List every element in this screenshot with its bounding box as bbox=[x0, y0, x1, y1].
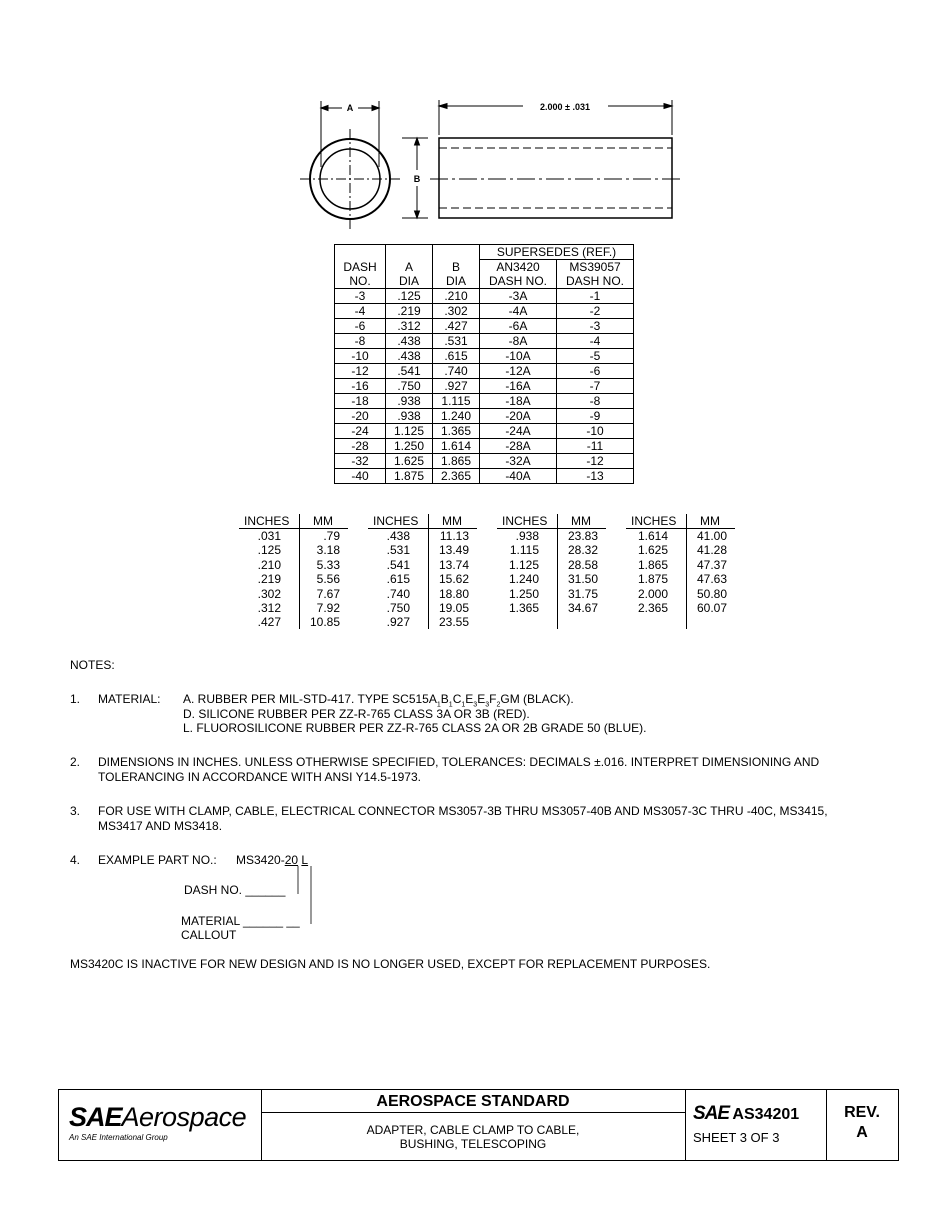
table-cell: -6 bbox=[335, 319, 386, 334]
note-2-number: 2. bbox=[70, 755, 81, 769]
inches-value: 1.365 bbox=[508, 600, 539, 615]
table-cell: -8A bbox=[480, 334, 557, 349]
table-cell: 1.875 bbox=[386, 469, 433, 484]
inches-header: INCHES bbox=[502, 514, 548, 528]
inches-value: .312 bbox=[257, 600, 281, 615]
table-cell: -28A bbox=[480, 439, 557, 454]
table-cell: -5 bbox=[557, 349, 634, 364]
sae-aerospace-logo: SAEAerospace bbox=[69, 1102, 247, 1132]
mm-value: 23.83 bbox=[567, 529, 598, 543]
table-cell: -11 bbox=[557, 439, 634, 454]
table-cell: -18A bbox=[480, 394, 557, 409]
table-cell: -12 bbox=[335, 364, 386, 379]
inches-value: .427 bbox=[257, 615, 281, 630]
bushing-drawing bbox=[290, 95, 690, 230]
table-row bbox=[335, 424, 634, 439]
logo-cell bbox=[59, 1090, 262, 1160]
table-row bbox=[335, 379, 634, 394]
mm-value: 5.33 bbox=[316, 557, 340, 572]
table-cell: .125 bbox=[386, 289, 433, 304]
title-line-2: BUSHING, TELESCOPING bbox=[399, 1137, 547, 1151]
title-block bbox=[58, 1089, 899, 1161]
mm-value: 41.00 bbox=[696, 529, 727, 543]
table-cell: -3 bbox=[557, 319, 634, 334]
table-cell: -32A bbox=[480, 454, 557, 469]
header-cell: A DIA bbox=[386, 245, 433, 289]
table-cell: -16 bbox=[335, 379, 386, 394]
mm-value: 5.56 bbox=[316, 572, 340, 587]
mm-value: 15.62 bbox=[438, 572, 469, 587]
dim-a-label: A bbox=[346, 103, 354, 113]
table-cell: -20 bbox=[335, 409, 386, 424]
mm-value: 7.67 bbox=[316, 586, 340, 601]
table-cell: 1.865 bbox=[433, 454, 480, 469]
table-cell: .438 bbox=[386, 349, 433, 364]
table-cell: -8 bbox=[557, 394, 634, 409]
inches-value: .438 bbox=[386, 529, 410, 543]
notes-heading: NOTES: bbox=[70, 658, 115, 672]
table-cell: -28 bbox=[335, 439, 386, 454]
mm-value: 18.80 bbox=[438, 586, 469, 601]
mm-header: MM bbox=[571, 514, 591, 528]
document-number: SAE AS34201 bbox=[693, 1103, 800, 1124]
note-1-label: MATERIAL: bbox=[98, 692, 161, 706]
table-cell: -32 bbox=[335, 454, 386, 469]
inches-column bbox=[370, 529, 410, 630]
table-cell: .302 bbox=[433, 304, 480, 319]
mm-value: 34.67 bbox=[567, 600, 598, 615]
inches-value: .125 bbox=[257, 543, 281, 558]
mm-value: 19.05 bbox=[438, 600, 469, 615]
length-dim-label: 2.000 ± .031 bbox=[540, 102, 590, 112]
mm-value: 7.92 bbox=[316, 600, 340, 615]
header-cell: AN3420 DASH NO. bbox=[480, 260, 557, 289]
dash-no-callout: DASH NO. ______ bbox=[184, 883, 286, 897]
table-cell: -13 bbox=[557, 469, 634, 484]
inches-column bbox=[241, 529, 281, 630]
inactive-notice: MS3420C IS INACTIVE FOR NEW DESIGN AND IS NO LONGER USED, EXCEPT FOR REPLACEMENT PURPOSES. bbox=[70, 957, 711, 971]
table-cell: -10 bbox=[557, 424, 634, 439]
inches-header: INCHES bbox=[244, 514, 290, 528]
mm-column bbox=[301, 529, 340, 630]
table-cell: -16A bbox=[480, 379, 557, 394]
revision-cell bbox=[826, 1090, 898, 1160]
inches-value: 1.625 bbox=[637, 543, 668, 558]
table-cell: -18 bbox=[335, 394, 386, 409]
mm-value: 31.50 bbox=[567, 572, 598, 587]
conversion-divider bbox=[428, 514, 429, 629]
inches-value: .615 bbox=[386, 572, 410, 587]
mm-value: 28.32 bbox=[567, 543, 598, 558]
table-cell: -10A bbox=[480, 349, 557, 364]
rev-label: REV. bbox=[844, 1104, 880, 1121]
table-cell: -4 bbox=[557, 334, 634, 349]
inches-value: 1.240 bbox=[508, 572, 539, 587]
mm-header: MM bbox=[442, 514, 462, 528]
inches-column bbox=[499, 529, 539, 615]
dash-number-table bbox=[334, 244, 634, 484]
callout-label: CALLOUT bbox=[181, 928, 237, 942]
mm-header: MM bbox=[700, 514, 720, 528]
mm-value: 3.18 bbox=[316, 543, 340, 558]
inches-value: 1.875 bbox=[637, 572, 668, 587]
inches-value: 1.614 bbox=[637, 529, 668, 543]
mm-column bbox=[430, 529, 469, 630]
table-cell: .210 bbox=[433, 289, 480, 304]
table-cell: 1.125 bbox=[386, 424, 433, 439]
table-cell: 1.614 bbox=[433, 439, 480, 454]
note-4-number: 4. bbox=[70, 853, 81, 867]
table-cell: -8 bbox=[335, 334, 386, 349]
table-row bbox=[335, 409, 634, 424]
table-cell: .615 bbox=[433, 349, 480, 364]
mm-value: 47.63 bbox=[696, 572, 727, 587]
table-header-row bbox=[335, 245, 634, 260]
table-cell: -6A bbox=[480, 319, 557, 334]
table-cell: -6 bbox=[557, 364, 634, 379]
table-cell: -7 bbox=[557, 379, 634, 394]
table-cell: -40A bbox=[480, 469, 557, 484]
table-cell: .541 bbox=[386, 364, 433, 379]
header-cell: MS39057 DASH NO. bbox=[557, 260, 634, 289]
table-cell: -9 bbox=[557, 409, 634, 424]
table-cell: -3A bbox=[480, 289, 557, 304]
note-4-label: EXAMPLE PART NO.: bbox=[98, 853, 217, 867]
mm-value: 60.07 bbox=[696, 600, 727, 615]
table-cell: -12A bbox=[480, 364, 557, 379]
table-cell: -3 bbox=[335, 289, 386, 304]
note-1-line-a: A. RUBBER PER MIL-STD-417. TYPE $SC515A_1B_1C_1E_3E_3F_2GM$ (BLACK). bbox=[183, 692, 574, 709]
mm-value: 41.28 bbox=[696, 543, 727, 558]
table-cell: 1.625 bbox=[386, 454, 433, 469]
inches-value: 1.125 bbox=[508, 557, 539, 572]
inches-value: 1.250 bbox=[508, 586, 539, 601]
table-cell: .312 bbox=[386, 319, 433, 334]
title-cell bbox=[261, 1090, 686, 1160]
header-cell: B DIA bbox=[433, 245, 480, 289]
table-cell: -4 bbox=[335, 304, 386, 319]
mm-value: 31.75 bbox=[567, 586, 598, 601]
note-3-line-2: MS3417 AND MS3418. bbox=[98, 819, 223, 833]
note-2-line-2: TOLERANCING IN ACCORDANCE WITH ANSI Y14.5-1973. bbox=[98, 770, 421, 784]
conversion-divider bbox=[557, 514, 558, 629]
mm-value: 11.13 bbox=[439, 529, 469, 543]
document-number-cell bbox=[685, 1090, 827, 1160]
inches-value: .750 bbox=[386, 600, 410, 615]
inches-header: INCHES bbox=[631, 514, 677, 528]
mm-value: 10.85 bbox=[309, 615, 340, 630]
title-line-1: ADAPTER, CABLE CLAMP TO CABLE, bbox=[366, 1123, 580, 1137]
table-cell: -10 bbox=[335, 349, 386, 364]
table-cell: .938 bbox=[386, 409, 433, 424]
inches-value: .531 bbox=[386, 543, 410, 558]
table-cell: .927 bbox=[433, 379, 480, 394]
note-1-line-d: D. SILICONE RUBBER PER ZZ-R-765 CLASS 3A OR 3B (RED). bbox=[183, 707, 530, 721]
table-row bbox=[335, 454, 634, 469]
note-3-number: 3. bbox=[70, 804, 81, 818]
table-cell: 1.115 bbox=[433, 394, 480, 409]
table-row bbox=[335, 394, 634, 409]
table-cell: .938 bbox=[386, 394, 433, 409]
rev-value: A bbox=[856, 1124, 868, 1141]
table-row bbox=[335, 289, 634, 304]
mm-value: 50.80 bbox=[696, 586, 727, 601]
table-row bbox=[335, 364, 634, 379]
table-cell: .740 bbox=[433, 364, 480, 379]
inches-value: .541 bbox=[386, 557, 410, 572]
inches-value: .210 bbox=[257, 557, 281, 572]
inches-value: .740 bbox=[386, 586, 410, 601]
table-cell: 2.365 bbox=[433, 469, 480, 484]
mm-column bbox=[559, 529, 598, 615]
mm-value: 28.58 bbox=[567, 557, 598, 572]
table-cell: -20A bbox=[480, 409, 557, 424]
inches-value: .938 bbox=[515, 529, 539, 543]
mm-value: 13.49 bbox=[438, 543, 469, 558]
supersedes-header: SUPERSEDES (REF.) bbox=[480, 245, 634, 260]
table-row bbox=[335, 349, 634, 364]
inches-value: .219 bbox=[257, 572, 281, 587]
table-cell: .750 bbox=[386, 379, 433, 394]
table-cell: -40 bbox=[335, 469, 386, 484]
table-cell: 1.240 bbox=[433, 409, 480, 424]
conversion-divider bbox=[299, 514, 300, 629]
mm-value: 23.55 bbox=[438, 615, 469, 630]
inches-value: 1.865 bbox=[637, 557, 668, 572]
mm-header: MM bbox=[313, 514, 333, 528]
standard-heading: AEROSPACE STANDARD bbox=[261, 1090, 685, 1113]
note-3-line-1: FOR USE WITH CLAMP, CABLE, ELECTRICAL CONNECTOR MS3057-3B THRU MS3057-40B AND MS3057-3C THRU -40C, MS3415, bbox=[98, 804, 828, 818]
material-callout: MATERIAL ______ __ bbox=[181, 914, 300, 928]
table-cell: .438 bbox=[386, 334, 433, 349]
table-row bbox=[335, 319, 634, 334]
note-1-number: 1. bbox=[70, 692, 81, 706]
table-cell: .219 bbox=[386, 304, 433, 319]
table-cell: -4A bbox=[480, 304, 557, 319]
mm-value: .79 bbox=[323, 529, 340, 543]
inches-header: INCHES bbox=[373, 514, 419, 528]
sae-logo-small: SAE bbox=[693, 1103, 730, 1124]
inches-value: .031 bbox=[257, 529, 281, 543]
dim-b-label: B bbox=[413, 174, 421, 184]
mm-value: 47.37 bbox=[696, 557, 727, 572]
inches-value: 2.365 bbox=[637, 600, 668, 615]
logo-tagline: An SAE International Group bbox=[69, 1133, 168, 1142]
table-row bbox=[335, 469, 634, 484]
note-2-line-1: DIMENSIONS IN INCHES. UNLESS OTHERWISE SPECIFIED, TOLERANCES: DECIMALS ±.016. INTERPRET DIMENSIONING AND bbox=[98, 755, 820, 769]
inches-value: .927 bbox=[386, 615, 410, 630]
note-1-line-l: L. FLUOROSILICONE RUBBER PER ZZ-R-765 CLASS 2A OR 2B GRADE 50 (BLUE). bbox=[183, 721, 647, 735]
table-cell: -12 bbox=[557, 454, 634, 469]
table-cell: .427 bbox=[433, 319, 480, 334]
table-cell: 1.365 bbox=[433, 424, 480, 439]
example-part-number: MS3420-20 L bbox=[236, 853, 309, 867]
inches-value: .302 bbox=[257, 586, 281, 601]
mm-column bbox=[688, 529, 727, 615]
inches-column bbox=[628, 529, 668, 615]
table-cell: -1 bbox=[557, 289, 634, 304]
header-cell: DASH NO. bbox=[335, 245, 386, 289]
mm-value: 13.74 bbox=[438, 557, 469, 572]
table-row bbox=[335, 439, 634, 454]
table-cell: -2 bbox=[557, 304, 634, 319]
inches-value: 1.115 bbox=[509, 543, 539, 558]
table-row bbox=[335, 304, 634, 319]
conversion-divider bbox=[686, 514, 687, 629]
table-cell: -24A bbox=[480, 424, 557, 439]
table-cell: -24 bbox=[335, 424, 386, 439]
table-cell: .531 bbox=[433, 334, 480, 349]
inches-value: 2.000 bbox=[637, 586, 668, 601]
table-cell: 1.250 bbox=[386, 439, 433, 454]
sheet-number: SHEET 3 OF 3 bbox=[693, 1130, 780, 1145]
table-row bbox=[335, 334, 634, 349]
